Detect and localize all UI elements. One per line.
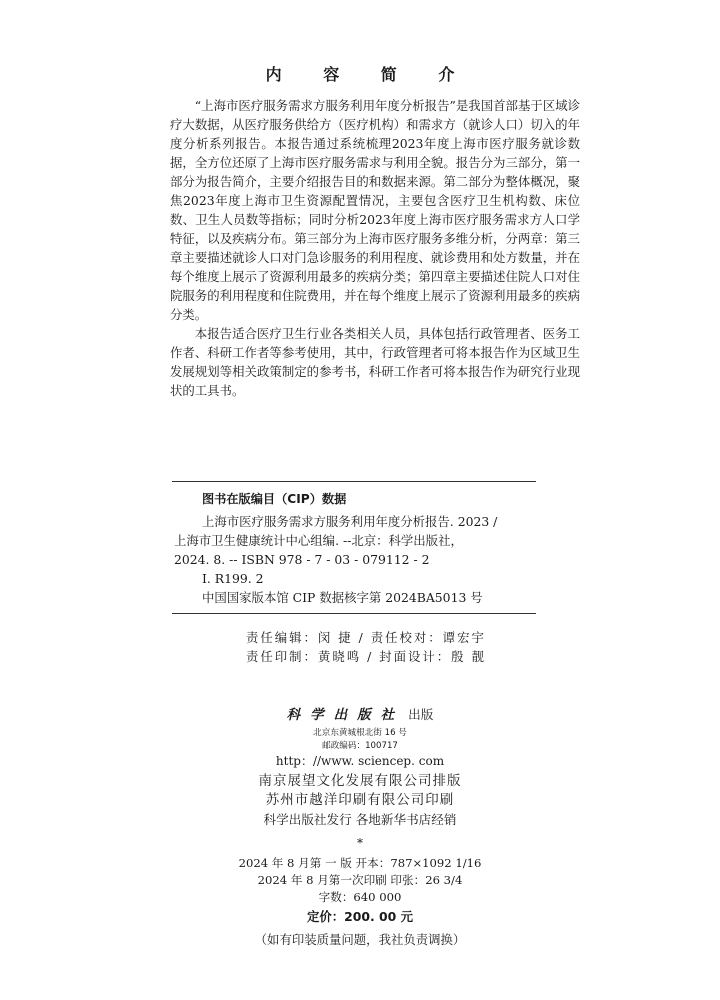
publisher-postcode: 邮政编码：100717 bbox=[322, 741, 398, 751]
publisher-line bbox=[0, 703, 720, 723]
summary-paragraph-1: “上海市医疗服务需求方服务利用年度分析报告”是我国首部基于区域诊疗大数据，从医疗服务供给方（医疗机构）和需求方（就诊人口）切入的年度分析系列报告。本报告通过系统梳理2023年度上海市医疗服务就诊数据，全方位还原了上海市医疗服务需求与利用全貌。报告分为三部分，第一部分为报告简介，主要介绍报告目的和数据来源。第二部分为整体概况，聚焦2023年度上海市卫生资源配置情况，主要包含医疗卫生机构数、床位数、卫生人员数等指标；同时分析2023年度上海市医疗服务需求方人口学特征，以及疾病分布。第三部分为上海市医疗服务多维分析，分两章：第三章主要描述就诊人口对门急诊服务的利用程度、就诊费用和处方数量，并在每个维度上展示了资源利用最多的疾病分类；第四章主要描述住院人口对住院服务的利用程度和住院费用，并在每个维度上展示了资源利用最多的疾病分类。 bbox=[170, 98, 580, 322]
cip-data-block bbox=[172, 481, 536, 614]
price: 定价：200. 00 元 bbox=[306, 909, 413, 924]
printing-line: 2024 年 8 月第一次印刷 印张：26 3/4 bbox=[257, 873, 463, 887]
cip-line: 2024. 8. -- ISBN 978 - 7 - 03 - 079112 - 2 bbox=[174, 552, 430, 567]
cip-line: 上海市医疗服务需求方服务利用年度分析报告. 2023 / bbox=[202, 514, 498, 529]
credits-line-production: 责任印制：黄晓鸣 / 封面设计：殷 靓 bbox=[246, 649, 486, 664]
edition-line: 2024 年 8 月第 一 版 开本：787×1092 1/16 bbox=[238, 856, 482, 870]
content-summary bbox=[170, 96, 580, 400]
print-info bbox=[0, 772, 720, 829]
printer: 苏州市越洋印刷有限公司印刷 bbox=[265, 792, 455, 808]
separator-star: * bbox=[357, 836, 363, 850]
typesetter: 南京展望文化发展有限公司排版 bbox=[258, 773, 462, 789]
cip-line: 中国国家版本馆 CIP 数据核字第 2024BA5013 号 bbox=[202, 590, 483, 605]
editorial-credits bbox=[246, 628, 486, 666]
edition-info bbox=[0, 855, 720, 906]
publisher-suffix: 出版 bbox=[408, 707, 434, 722]
credits-line-editors: 责任编辑：闵 捷 / 责任校对：谭宏宇 bbox=[246, 630, 486, 645]
quality-notice: （如有印装质量问题，我社负责调换） bbox=[254, 932, 466, 947]
cip-line: Ⅰ. R199. 2 bbox=[202, 571, 264, 586]
summary-paragraph-2: 本报告适合医疗卫生行业各类相关人员，具体包括行政管理者、医务工作者、科研工作者等参考使用，其中，行政管理者可将本报告作为区域卫生发展规划等相关政策制定的参考书，科研工作者可将本报告作为研究行业现状的工具书。 bbox=[170, 326, 580, 398]
cip-heading: 图书在版编目（CIP）数据 bbox=[202, 492, 347, 506]
publisher-address: 北京东黄城根北街 16 号 bbox=[313, 728, 407, 738]
publisher-address-block bbox=[0, 727, 720, 753]
distribution: 科学出版社发行 各地新华书店经销 bbox=[263, 812, 457, 827]
page-title: 内 容 简 介 bbox=[265, 65, 473, 84]
cip-line: 上海市卫生健康统计中心组编. --北京：科学出版社， bbox=[174, 533, 463, 548]
publisher-logo-text: 科学出版社 bbox=[286, 707, 405, 723]
publisher-website: http：//www. sciencep. com bbox=[275, 754, 445, 768]
word-count: 字数：640 000 bbox=[318, 890, 402, 904]
